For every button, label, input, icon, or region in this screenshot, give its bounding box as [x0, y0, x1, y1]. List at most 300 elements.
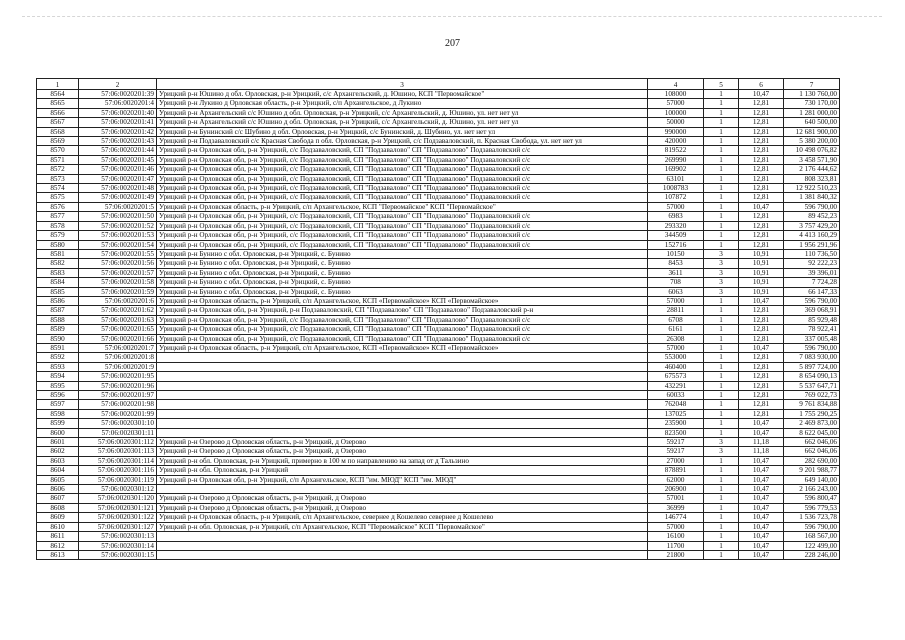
group-cell: 1	[704, 532, 739, 541]
specific-value-cell: 12,81	[739, 127, 784, 136]
address-cell: Урицкий р-н Бунино с обл. Орловская, р-н Урицкий, с. Бунино	[157, 278, 648, 287]
table-row	[37, 503, 840, 512]
address-cell: Урицкий р-н Орловская обл, р-н Урицкий, с/с Подзаваловский, СП "Подзавалово" СП "Подзавалово" Подзаваловский с/с	[157, 165, 648, 174]
cadastral-value-cell: 5 537 647,71	[784, 381, 840, 390]
column-header: 2	[79, 79, 157, 90]
row-number: 8565	[37, 99, 79, 108]
cadastral-number: 57:06:0020301:11	[79, 428, 157, 437]
cadastral-value-cell: 596 790,00	[784, 343, 840, 352]
scan-edge-marks	[22, 16, 882, 21]
address-cell: Урицкий р-н Архангельский с/с Юшино д обл. Орловская, р-н Урицкий, с/с Архангельский, д. Юшино, ул. нет нет ул	[157, 108, 648, 117]
cadastral-value-cell: 8 654 090,13	[784, 372, 840, 381]
specific-value-cell: 12,81	[739, 362, 784, 371]
cadastral-number: 57:06:0020201:66	[79, 334, 157, 343]
specific-value-cell: 10,47	[739, 428, 784, 437]
area-cell: 235900	[648, 419, 704, 428]
area-cell: 137025	[648, 409, 704, 418]
cadastral-value-cell: 769 022,73	[784, 391, 840, 400]
specific-value-cell: 12,81	[739, 99, 784, 108]
group-cell: 3	[704, 268, 739, 277]
address-cell: Урицкий р-н Бунино с обл. Орловская, р-н Урицкий, с. Бунино	[157, 287, 648, 296]
group-cell: 1	[704, 240, 739, 249]
group-cell: 1	[704, 550, 739, 559]
specific-value-cell: 12,81	[739, 325, 784, 334]
group-cell: 1	[704, 146, 739, 155]
cadastral-value-cell: 596 790,00	[784, 522, 840, 531]
table-row	[37, 381, 840, 390]
cadastral-value-cell: 89 452,23	[784, 212, 840, 221]
address-cell: Урицкий р-н обл. Орловская, р-н Урицкий	[157, 466, 648, 475]
group-cell: 1	[704, 108, 739, 117]
table-row	[37, 287, 840, 296]
row-number: 8569	[37, 137, 79, 146]
area-cell: 293320	[648, 221, 704, 230]
table-row	[37, 315, 840, 324]
row-number: 8571	[37, 155, 79, 164]
table-row	[37, 202, 840, 211]
specific-value-cell: 10,47	[739, 541, 784, 550]
table-row	[37, 259, 840, 268]
cadastral-value-cell: 649 140,00	[784, 475, 840, 484]
specific-value-cell: 10,47	[739, 343, 784, 352]
area-cell: 57000	[648, 522, 704, 531]
group-cell: 1	[704, 372, 739, 381]
table-row	[37, 108, 840, 117]
specific-value-cell: 10,91	[739, 268, 784, 277]
group-cell: 1	[704, 334, 739, 343]
address-cell	[157, 391, 648, 400]
row-number: 8598	[37, 409, 79, 418]
cadastral-number: 57:06:0020201:53	[79, 231, 157, 240]
cadastral-number: 57:06:0020201:52	[79, 221, 157, 230]
group-cell: 1	[704, 513, 739, 522]
group-cell: 1	[704, 306, 739, 315]
cadastral-number: 57:06:0020201:54	[79, 240, 157, 249]
cadastral-value-cell: 2 469 873,00	[784, 419, 840, 428]
group-cell: 1	[704, 409, 739, 418]
area-cell: 16100	[648, 532, 704, 541]
group-cell: 1	[704, 362, 739, 371]
area-cell: 59217	[648, 447, 704, 456]
address-cell: Урицкий р-н Бунино с обл. Орловская, р-н Урицкий, с. Бунино	[157, 259, 648, 268]
group-cell: 1	[704, 99, 739, 108]
table-row	[37, 165, 840, 174]
specific-value-cell: 10,47	[739, 503, 784, 512]
cadastral-number: 57:06:0020201:39	[79, 90, 157, 99]
cadastral-number: 57:06:0020301:10	[79, 419, 157, 428]
table-row	[37, 391, 840, 400]
specific-value-cell: 12,81	[739, 193, 784, 202]
cadastral-number: 57:06:0020201:45	[79, 155, 157, 164]
group-cell: 1	[704, 184, 739, 193]
cadastral-number: 57:06:0020201:56	[79, 259, 157, 268]
area-cell: 762048	[648, 400, 704, 409]
specific-value-cell: 12,81	[739, 372, 784, 381]
address-cell: Урицкий р-н Орловская область, р-н Урицкий, с/п Архангельское, севернее д Кошелево севернее д Кошелево	[157, 513, 648, 522]
specific-value-cell: 10,91	[739, 259, 784, 268]
group-cell: 1	[704, 118, 739, 127]
address-cell	[157, 428, 648, 437]
table-row	[37, 240, 840, 249]
row-number: 8567	[37, 118, 79, 127]
row-number: 8603	[37, 456, 79, 465]
cadastral-value-cell: 9 201 988,77	[784, 466, 840, 475]
cadastral-number: 57:06:0020201:9	[79, 362, 157, 371]
area-cell: 26308	[648, 334, 704, 343]
column-header: 6	[739, 79, 784, 90]
group-cell: 3	[704, 249, 739, 258]
area-cell: 28811	[648, 306, 704, 315]
area-cell: 708	[648, 278, 704, 287]
cadastral-value-cell: 337 005,48	[784, 334, 840, 343]
table-row	[37, 278, 840, 287]
cadastral-number: 57:06:0020201:59	[79, 287, 157, 296]
specific-value-cell: 12,81	[739, 108, 784, 117]
specific-value-cell: 10,47	[739, 522, 784, 531]
row-number: 8574	[37, 184, 79, 193]
area-cell: 8453	[648, 259, 704, 268]
group-cell: 3	[704, 278, 739, 287]
address-cell: Урицкий р-н Орловская область, р-н Урицкий, с/п Архангельское, КСП «Первомайское» КСП «Первомайское»	[157, 296, 648, 305]
table-body	[37, 90, 840, 560]
table-row	[37, 325, 840, 334]
area-cell: 11700	[648, 541, 704, 550]
row-number: 8586	[37, 296, 79, 305]
cadastral-number: 57:06:0020201:44	[79, 146, 157, 155]
cadastral-number: 57:06:0020201:4	[79, 99, 157, 108]
specific-value-cell: 12,81	[739, 409, 784, 418]
cadastral-value-cell: 596 779,53	[784, 503, 840, 512]
area-cell: 57000	[648, 296, 704, 305]
table-row	[37, 475, 840, 484]
row-number: 8577	[37, 212, 79, 221]
specific-value-cell: 10,47	[739, 532, 784, 541]
area-cell: 553000	[648, 353, 704, 362]
specific-value-cell: 11,18	[739, 447, 784, 456]
cadastral-value-cell: 3 757 429,20	[784, 221, 840, 230]
table-row	[37, 249, 840, 258]
specific-value-cell: 10,47	[739, 475, 784, 484]
cadastral-number: 57:06:0020301:121	[79, 503, 157, 512]
address-cell	[157, 409, 648, 418]
specific-value-cell: 12,81	[739, 137, 784, 146]
row-number: 8604	[37, 466, 79, 475]
specific-value-cell: 12,81	[739, 174, 784, 183]
cadastral-value-cell: 596 800,47	[784, 494, 840, 503]
specific-value-cell: 10,47	[739, 494, 784, 503]
cadastral-number: 57:06:0020201:57	[79, 268, 157, 277]
address-cell: Урицкий р-н Бунинский с/с Шубино д обл. Орловская, р-н Урицкий, с/с Бунинский, д. Шубино, ул. нет нет ул	[157, 127, 648, 136]
cadastral-number: 57:06:0020301:12	[79, 485, 157, 494]
table-row	[37, 400, 840, 409]
row-number: 8599	[37, 419, 79, 428]
cadastral-number: 57:06:0020301:112	[79, 438, 157, 447]
row-number: 8592	[37, 353, 79, 362]
group-cell: 1	[704, 503, 739, 512]
area-cell: 269990	[648, 155, 704, 164]
group-cell: 1	[704, 212, 739, 221]
group-cell: 1	[704, 466, 739, 475]
table-row	[37, 419, 840, 428]
area-cell: 460400	[648, 362, 704, 371]
group-cell: 1	[704, 400, 739, 409]
address-cell	[157, 419, 648, 428]
table-row	[37, 306, 840, 315]
row-number: 8584	[37, 278, 79, 287]
row-number: 8588	[37, 315, 79, 324]
specific-value-cell: 10,47	[739, 90, 784, 99]
table-row	[37, 137, 840, 146]
group-cell: 1	[704, 202, 739, 211]
row-number: 8568	[37, 127, 79, 136]
address-cell: Урицкий р-н Лукино д Орловская область, р-н Урицкий, с/п Архангельское, д Лукино	[157, 99, 648, 108]
table-row	[37, 438, 840, 447]
address-cell: Урицкий р-н Озерово д Орловская область, р-н Урицкий, д Озерово	[157, 438, 648, 447]
area-cell: 420000	[648, 137, 704, 146]
group-cell: 1	[704, 174, 739, 183]
specific-value-cell: 10,47	[739, 466, 784, 475]
area-cell: 206900	[648, 485, 704, 494]
area-cell: 10150	[648, 249, 704, 258]
table-row	[37, 494, 840, 503]
table-row	[37, 513, 840, 522]
address-cell	[157, 362, 648, 371]
table-row	[37, 296, 840, 305]
area-cell: 169902	[648, 165, 704, 174]
area-cell: 27000	[648, 456, 704, 465]
column-header: 5	[704, 79, 739, 90]
cadastral-value-cell: 8 622 045,00	[784, 428, 840, 437]
cadastral-value-cell: 596 790,00	[784, 202, 840, 211]
specific-value-cell: 10,47	[739, 513, 784, 522]
address-cell: Урицкий р-н Орловская обл, р-н Урицкий, с/п Архангельское, КСП "им. МЮД" КСП "им. МЮД"	[157, 475, 648, 484]
row-number: 8580	[37, 240, 79, 249]
area-cell: 990000	[648, 127, 704, 136]
address-cell	[157, 541, 648, 550]
page-number: 207	[445, 38, 460, 49]
specific-value-cell: 12,81	[739, 146, 784, 155]
cadastral-value-table	[36, 78, 840, 560]
group-cell: 1	[704, 193, 739, 202]
table-row	[37, 550, 840, 559]
row-number: 8596	[37, 391, 79, 400]
specific-value-cell: 12,81	[739, 315, 784, 324]
table-row	[37, 456, 840, 465]
cadastral-value-cell: 168 567,00	[784, 532, 840, 541]
area-cell: 6983	[648, 212, 704, 221]
table-row	[37, 541, 840, 550]
area-cell: 57000	[648, 343, 704, 352]
address-cell	[157, 550, 648, 559]
address-cell: Урицкий р-н Орловская область, р-н Урицкий, с/п Архангельское, КСП «Первомайское» КСП «Первомайское»	[157, 343, 648, 352]
group-cell: 1	[704, 428, 739, 437]
specific-value-cell: 10,91	[739, 287, 784, 296]
address-cell: Урицкий р-н обл. Орловская, р-н Урицкий, примерно в 100 м по направлению на запад от д Тальзино	[157, 456, 648, 465]
area-cell: 675573	[648, 372, 704, 381]
group-cell: 1	[704, 325, 739, 334]
group-cell: 3	[704, 438, 739, 447]
cadastral-number: 57:06:0020201:50	[79, 212, 157, 221]
address-cell: Урицкий р-н Орловская обл, р-н Урицкий, р-н Подзаваловский, СП "Подзавалово" СП "Подзавалово" Подзаваловский р-н	[157, 306, 648, 315]
row-number: 8572	[37, 165, 79, 174]
specific-value-cell: 10,47	[739, 456, 784, 465]
row-number: 8576	[37, 202, 79, 211]
address-cell: Урицкий р-н Юшино д обл. Орловская, р-н Урицкий, с/с Архангельский, д. Юшино, КСП "Первомайское"	[157, 90, 648, 99]
table-row	[37, 268, 840, 277]
specific-value-cell: 12,81	[739, 221, 784, 230]
specific-value-cell: 12,81	[739, 306, 784, 315]
cadastral-number: 57:06:0020301:14	[79, 541, 157, 550]
table-row	[37, 372, 840, 381]
group-cell: 1	[704, 90, 739, 99]
area-cell: 152716	[648, 240, 704, 249]
address-cell: Урицкий р-н Орловская обл, р-н Урицкий, с/с Подзаваловский, СП "Подзавалово" СП "Подзавалово" Подзаваловский с/с	[157, 334, 648, 343]
cadastral-value-cell: 85 929,48	[784, 315, 840, 324]
row-number: 8579	[37, 231, 79, 240]
cadastral-number: 57:06:0020301:15	[79, 550, 157, 559]
cadastral-value-cell: 662 046,06	[784, 447, 840, 456]
row-number: 8566	[37, 108, 79, 117]
cadastral-number: 57:06:0020301:114	[79, 456, 157, 465]
cadastral-number: 57:06:0020201:7	[79, 343, 157, 352]
cadastral-value-cell: 1 381 840,32	[784, 193, 840, 202]
group-cell: 1	[704, 155, 739, 164]
area-cell: 57001	[648, 494, 704, 503]
cadastral-value-cell: 1 281 000,00	[784, 108, 840, 117]
row-number: 8601	[37, 438, 79, 447]
cadastral-value-cell: 2 166 243,00	[784, 485, 840, 494]
group-cell: 3	[704, 259, 739, 268]
address-cell: Урицкий р-н обл. Орловская, р-н Урицкий, с/п Архангельское, КСП "Первомайское" КСП "Первомайское"	[157, 522, 648, 531]
cadastral-number: 57:06:0020201:40	[79, 108, 157, 117]
cadastral-number: 57:06:0020301:127	[79, 522, 157, 531]
cadastral-number: 57:06:0020301:116	[79, 466, 157, 475]
row-number: 8591	[37, 343, 79, 352]
address-cell	[157, 353, 648, 362]
address-cell: Урицкий р-н Орловская обл, р-н Урицкий, с/с Подзаваловский, СП "Подзавалово" СП "Подзавалово" Подзаваловский с/с	[157, 193, 648, 202]
cadastral-value-cell: 1 956 291,96	[784, 240, 840, 249]
group-cell: 1	[704, 494, 739, 503]
row-number: 8583	[37, 268, 79, 277]
row-number: 8575	[37, 193, 79, 202]
table-row	[37, 193, 840, 202]
specific-value-cell: 10,47	[739, 550, 784, 559]
cadastral-number: 57:06:0020201:5	[79, 202, 157, 211]
area-cell: 36999	[648, 503, 704, 512]
table-row	[37, 532, 840, 541]
cadastral-number: 57:06:0020201:62	[79, 306, 157, 315]
area-cell: 100000	[648, 108, 704, 117]
area-cell: 108000	[648, 90, 704, 99]
specific-value-cell: 12,81	[739, 212, 784, 221]
cadastral-number: 57:06:0020201:46	[79, 165, 157, 174]
cadastral-value-cell: 369 068,91	[784, 306, 840, 315]
row-number: 8613	[37, 550, 79, 559]
cadastral-number: 57:06:0020301:13	[79, 532, 157, 541]
specific-value-cell: 12,81	[739, 391, 784, 400]
address-cell: Урицкий р-н Орловская обл, р-н Урицкий, с/с Подзаваловский, СП "Подзавалово" СП "Подзавалово" Подзаваловский с/с	[157, 212, 648, 221]
cadastral-number: 57:06:0020301:122	[79, 513, 157, 522]
row-number: 8593	[37, 362, 79, 371]
cadastral-value-cell: 12 922 510,23	[784, 184, 840, 193]
address-cell	[157, 400, 648, 409]
table-row	[37, 231, 840, 240]
cadastral-value-cell: 5 897 724,00	[784, 362, 840, 371]
row-number: 8609	[37, 513, 79, 522]
row-number: 8590	[37, 334, 79, 343]
area-cell: 57000	[648, 202, 704, 211]
cadastral-number: 57:06:0020201:49	[79, 193, 157, 202]
cadastral-number: 57:06:0020201:41	[79, 118, 157, 127]
cadastral-number: 57:06:0020201:42	[79, 127, 157, 136]
table-row	[37, 343, 840, 352]
row-number: 8600	[37, 428, 79, 437]
table-row	[37, 212, 840, 221]
specific-value-cell: 12,81	[739, 165, 784, 174]
cadastral-number: 57:06:0020201:96	[79, 381, 157, 390]
specific-value-cell: 11,18	[739, 438, 784, 447]
cadastral-number: 57:06:0020201:48	[79, 184, 157, 193]
table-row	[37, 334, 840, 343]
group-cell: 1	[704, 475, 739, 484]
row-number: 8585	[37, 287, 79, 296]
address-cell	[157, 485, 648, 494]
row-number: 8564	[37, 90, 79, 99]
cadastral-value-cell: 2 176 444,62	[784, 165, 840, 174]
specific-value-cell: 12,81	[739, 240, 784, 249]
group-cell: 1	[704, 541, 739, 550]
address-cell: Урицкий р-н Озерово д Орловская область, р-н Урицкий, д Озерово	[157, 503, 648, 512]
group-cell: 1	[704, 522, 739, 531]
address-cell: Урицкий р-н Орловская обл, р-н Урицкий, с/с Подзаваловский, СП "Подзавалово" СП "Подзавалово" Подзаваловский с/с	[157, 174, 648, 183]
area-cell: 6708	[648, 315, 704, 324]
address-cell: Урицкий р-н Орловская обл, р-н Урицкий, с/с Подзаваловский, СП "Подзавалово" СП "Подзавалово" Подзаваловский с/с	[157, 231, 648, 240]
row-number: 8608	[37, 503, 79, 512]
address-cell: Урицкий р-н Архангельский с/с Юшино д обл. Орловская, р-н Урицкий, с/с Архангельский, д. Юшино, ул. нет нет ул	[157, 118, 648, 127]
row-number: 8611	[37, 532, 79, 541]
column-header: 1	[37, 79, 79, 90]
area-cell: 878891	[648, 466, 704, 475]
cadastral-number: 57:06:0020201:8	[79, 353, 157, 362]
specific-value-cell: 10,91	[739, 278, 784, 287]
column-number-row	[37, 79, 840, 90]
address-cell	[157, 372, 648, 381]
cadastral-value-cell: 66 147,33	[784, 287, 840, 296]
table-row	[37, 362, 840, 371]
table-row	[37, 353, 840, 362]
table-row	[37, 90, 840, 99]
area-cell: 823500	[648, 428, 704, 437]
row-number: 8581	[37, 249, 79, 258]
cadastral-value-cell: 122 499,00	[784, 541, 840, 550]
cadastral-number: 57:06:0020201:43	[79, 137, 157, 146]
row-number: 8610	[37, 522, 79, 531]
column-header: 3	[157, 79, 648, 90]
address-cell: Урицкий р-н Орловская обл, р-н Урицкий, с/с Подзаваловский, СП "Подзавалово" СП "Подзавалово" Подзаваловский с/с	[157, 146, 648, 155]
cadastral-value-cell: 228 246,00	[784, 550, 840, 559]
address-cell: Урицкий р-н Озерово д Орловская область, р-н Урицкий, д Озерово	[157, 447, 648, 456]
cadastral-number: 57:06:0020201:58	[79, 278, 157, 287]
table-row	[37, 146, 840, 155]
cadastral-value-cell: 10 498 076,82	[784, 146, 840, 155]
specific-value-cell: 12,81	[739, 353, 784, 362]
address-cell	[157, 381, 648, 390]
cadastral-number: 57:06:0020301:119	[79, 475, 157, 484]
row-number: 8602	[37, 447, 79, 456]
specific-value-cell: 10,47	[739, 296, 784, 305]
specific-value-cell: 12,81	[739, 184, 784, 193]
group-cell: 1	[704, 456, 739, 465]
